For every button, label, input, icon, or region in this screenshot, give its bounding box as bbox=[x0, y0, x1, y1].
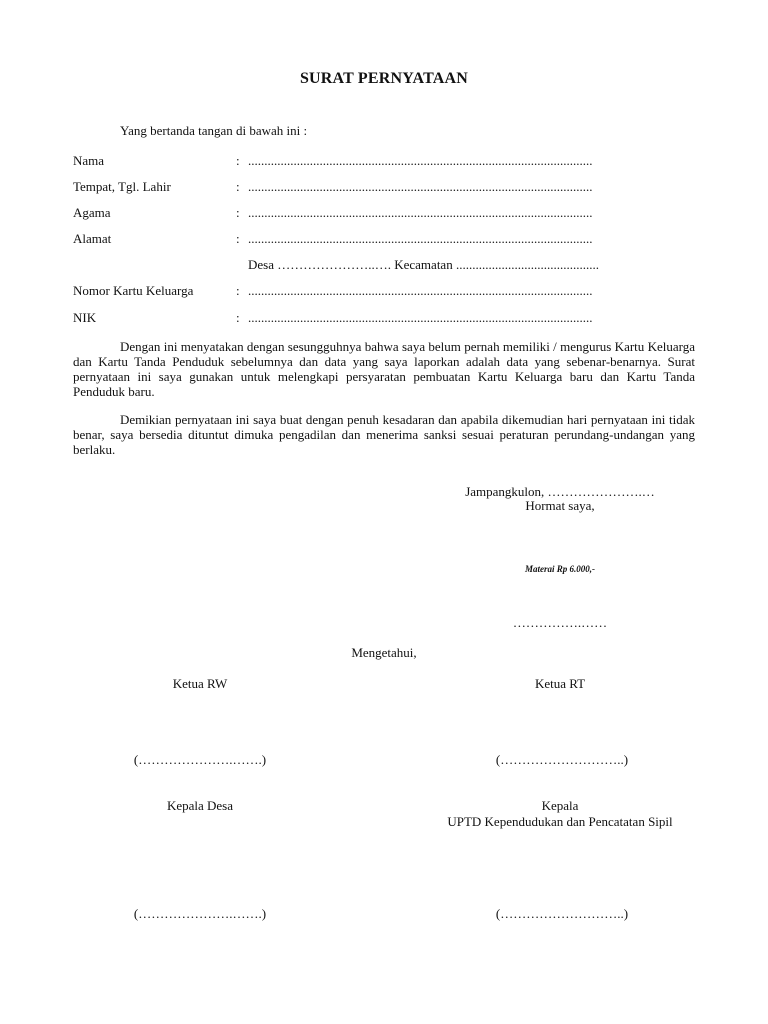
document-title: SURAT PERNYATAAN bbox=[299, 70, 469, 87]
field-colon: : bbox=[236, 231, 240, 246]
materai-label: Materai Rp 6.000,- bbox=[524, 564, 595, 574]
field-tempat-tgl-lahir bbox=[73, 179, 633, 197]
field-label: NIK bbox=[73, 310, 97, 325]
field-colon: : bbox=[236, 153, 240, 168]
rw-signature-line: (………………….…….) bbox=[133, 752, 267, 767]
field-nomor-kk bbox=[73, 283, 633, 301]
field-colon: : bbox=[236, 283, 240, 298]
statement-paragraph: Dengan ini menyatakan dengan sesungguhnya bahwa saya belum pernah memiliki / mengurus Kartu Keluarga dan Kartu Tanda Penduduk sebelumnya dan data yang saya laporkan adalah data yang sebenar-benarnya. Surat pernyataan ini saya gunakan untuk melengkapi persyaratan pembuatan Kartu Keluarga baru dan Kartu Tanda Penduduk baru. bbox=[73, 339, 695, 399]
field-colon: : bbox=[236, 310, 240, 325]
field-label: Nama bbox=[73, 153, 105, 168]
field-agama bbox=[73, 205, 633, 223]
field-dots: .......................................................................................................... bbox=[248, 205, 593, 220]
field-dots: .......................................................................................................... bbox=[248, 310, 593, 325]
mengetahui-label: Mengetahui, bbox=[351, 645, 417, 660]
hormat-saya: Hormat saya, bbox=[525, 498, 595, 513]
field-label: Tempat, Tgl. Lahir bbox=[73, 179, 171, 194]
field-dots: .......................................................................................................... bbox=[248, 231, 593, 246]
field-dots: .......................................................................................................... bbox=[248, 283, 593, 298]
signer-name-line: …………….…… bbox=[512, 615, 608, 630]
field-nama bbox=[73, 153, 633, 171]
kepala-label: Kepala bbox=[541, 798, 579, 813]
field-label: Agama bbox=[73, 205, 111, 220]
field-colon: : bbox=[236, 179, 240, 194]
uptd-label: UPTD Kependudukan dan Pencatatan Sipil bbox=[447, 814, 673, 829]
field-nik bbox=[73, 310, 633, 328]
field-colon: : bbox=[236, 205, 240, 220]
intro-text: Yang bertanda tangan di bawah ini : bbox=[120, 123, 308, 138]
field-label: Nomor Kartu Keluarga bbox=[73, 283, 194, 298]
place-date: Jampangkulon, ………………….… bbox=[465, 484, 655, 499]
field-alamat bbox=[73, 231, 633, 249]
kepala-desa-label: Kepala Desa bbox=[166, 798, 234, 813]
field-dots: .......................................................................................................... bbox=[248, 153, 593, 168]
ketua-rw-label: Ketua RW bbox=[172, 676, 228, 691]
ketua-rt-label: Ketua RT bbox=[534, 676, 586, 691]
closing-paragraph: Demikian pernyataan ini saya buat dengan penuh kesadaran dan apabila dikemudian hari pernyataan ini tidak benar, saya bersedia dituntut dimuka pengadilan dan menerima sanksi sesuai peraturan perundang-undangan yang berlaku. bbox=[73, 412, 695, 457]
uptd-signature-line: (………………………..) bbox=[495, 906, 629, 921]
address-desa-kecamatan: Desa …………………..…. Kecamatan ............................................ bbox=[248, 257, 599, 272]
rt-signature-line: (………………………..) bbox=[495, 752, 629, 767]
field-label: Alamat bbox=[73, 231, 112, 246]
desa-signature-line: (………………….…….) bbox=[133, 906, 267, 921]
field-dots: .......................................................................................................... bbox=[248, 179, 593, 194]
